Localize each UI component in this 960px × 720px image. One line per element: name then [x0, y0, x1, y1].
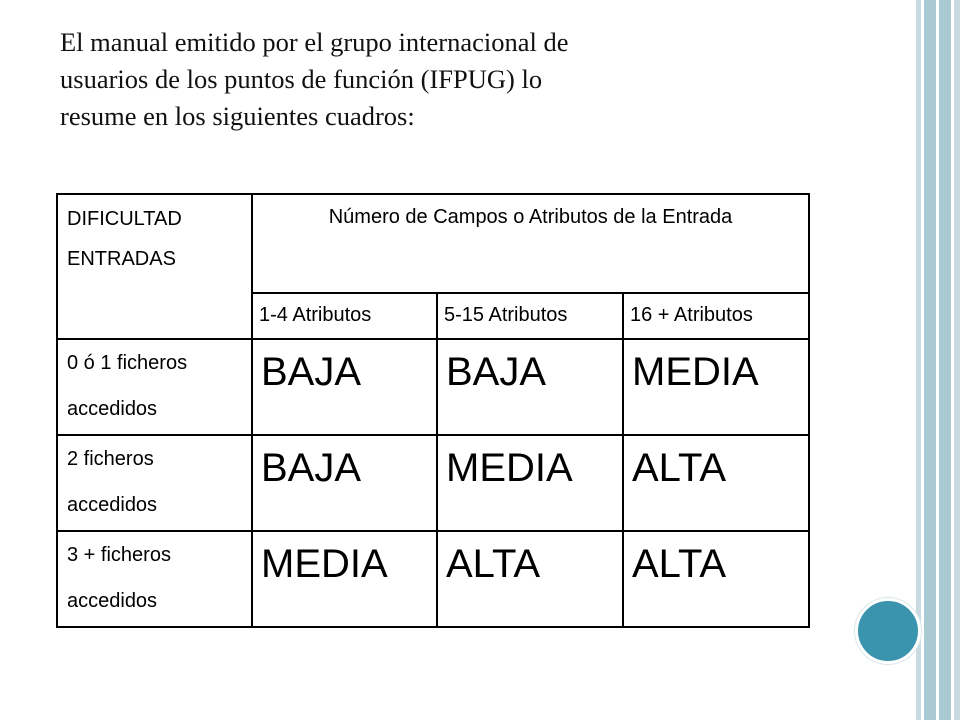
table-row: [57, 531, 809, 627]
row-label: [57, 531, 252, 627]
corner-label-2: ENTRADAS: [67, 248, 176, 270]
value-text: MEDIA: [446, 446, 573, 490]
table-row: [57, 339, 809, 435]
table-header-row: [57, 194, 809, 293]
row-label: [57, 435, 252, 531]
row-label-line: accedidos: [67, 494, 158, 516]
value-cell: [252, 435, 437, 531]
value-cell: [437, 531, 623, 627]
attributes-header: [252, 194, 809, 293]
table-row: [57, 435, 809, 531]
row-label-line: 3 + ficheros: [67, 544, 171, 566]
corner-cell: [57, 194, 252, 339]
value-text: BAJA: [261, 350, 362, 394]
slide-heading: [60, 24, 820, 135]
value-cell: [437, 435, 623, 531]
value-text: ALTA: [632, 542, 727, 586]
value-cell: [623, 339, 809, 435]
value-text: BAJA: [261, 446, 362, 490]
row-label-line: accedidos: [67, 398, 158, 420]
value-text: ALTA: [446, 542, 541, 586]
heading-line-3: resume en los siguientes cuadros:: [60, 101, 415, 131]
column-header: 16 + Atributos: [623, 293, 809, 339]
corner-label-1: DIFICULTAD: [67, 208, 182, 230]
value-text: MEDIA: [261, 542, 388, 586]
row-label: [57, 339, 252, 435]
row-label-line: 0 ó 1 ficheros: [67, 352, 188, 374]
decorative-circle: [855, 598, 921, 664]
value-cell: [623, 435, 809, 531]
row-label-line: 2 ficheros: [67, 448, 154, 470]
value-text: BAJA: [446, 350, 547, 394]
value-text: MEDIA: [632, 350, 759, 394]
attributes-header-label: Número de Campos o Atributos de la Entrada: [328, 206, 733, 228]
difficulty-table: [56, 193, 810, 628]
value-text: ALTA: [632, 446, 727, 490]
heading-line-2: usuarios de los puntos de función (IFPUG) lo: [60, 64, 543, 94]
column-header: 1-4 Atributos: [252, 293, 437, 339]
value-cell: [252, 339, 437, 435]
decorative-stripes: [916, 0, 960, 720]
value-cell: [437, 339, 623, 435]
value-cell: [623, 531, 809, 627]
row-label-line: accedidos: [67, 590, 158, 612]
heading-line-1: El manual emitido por el grupo internacional de: [60, 27, 569, 57]
value-cell: [252, 531, 437, 627]
column-header: 5-15 Atributos: [437, 293, 623, 339]
